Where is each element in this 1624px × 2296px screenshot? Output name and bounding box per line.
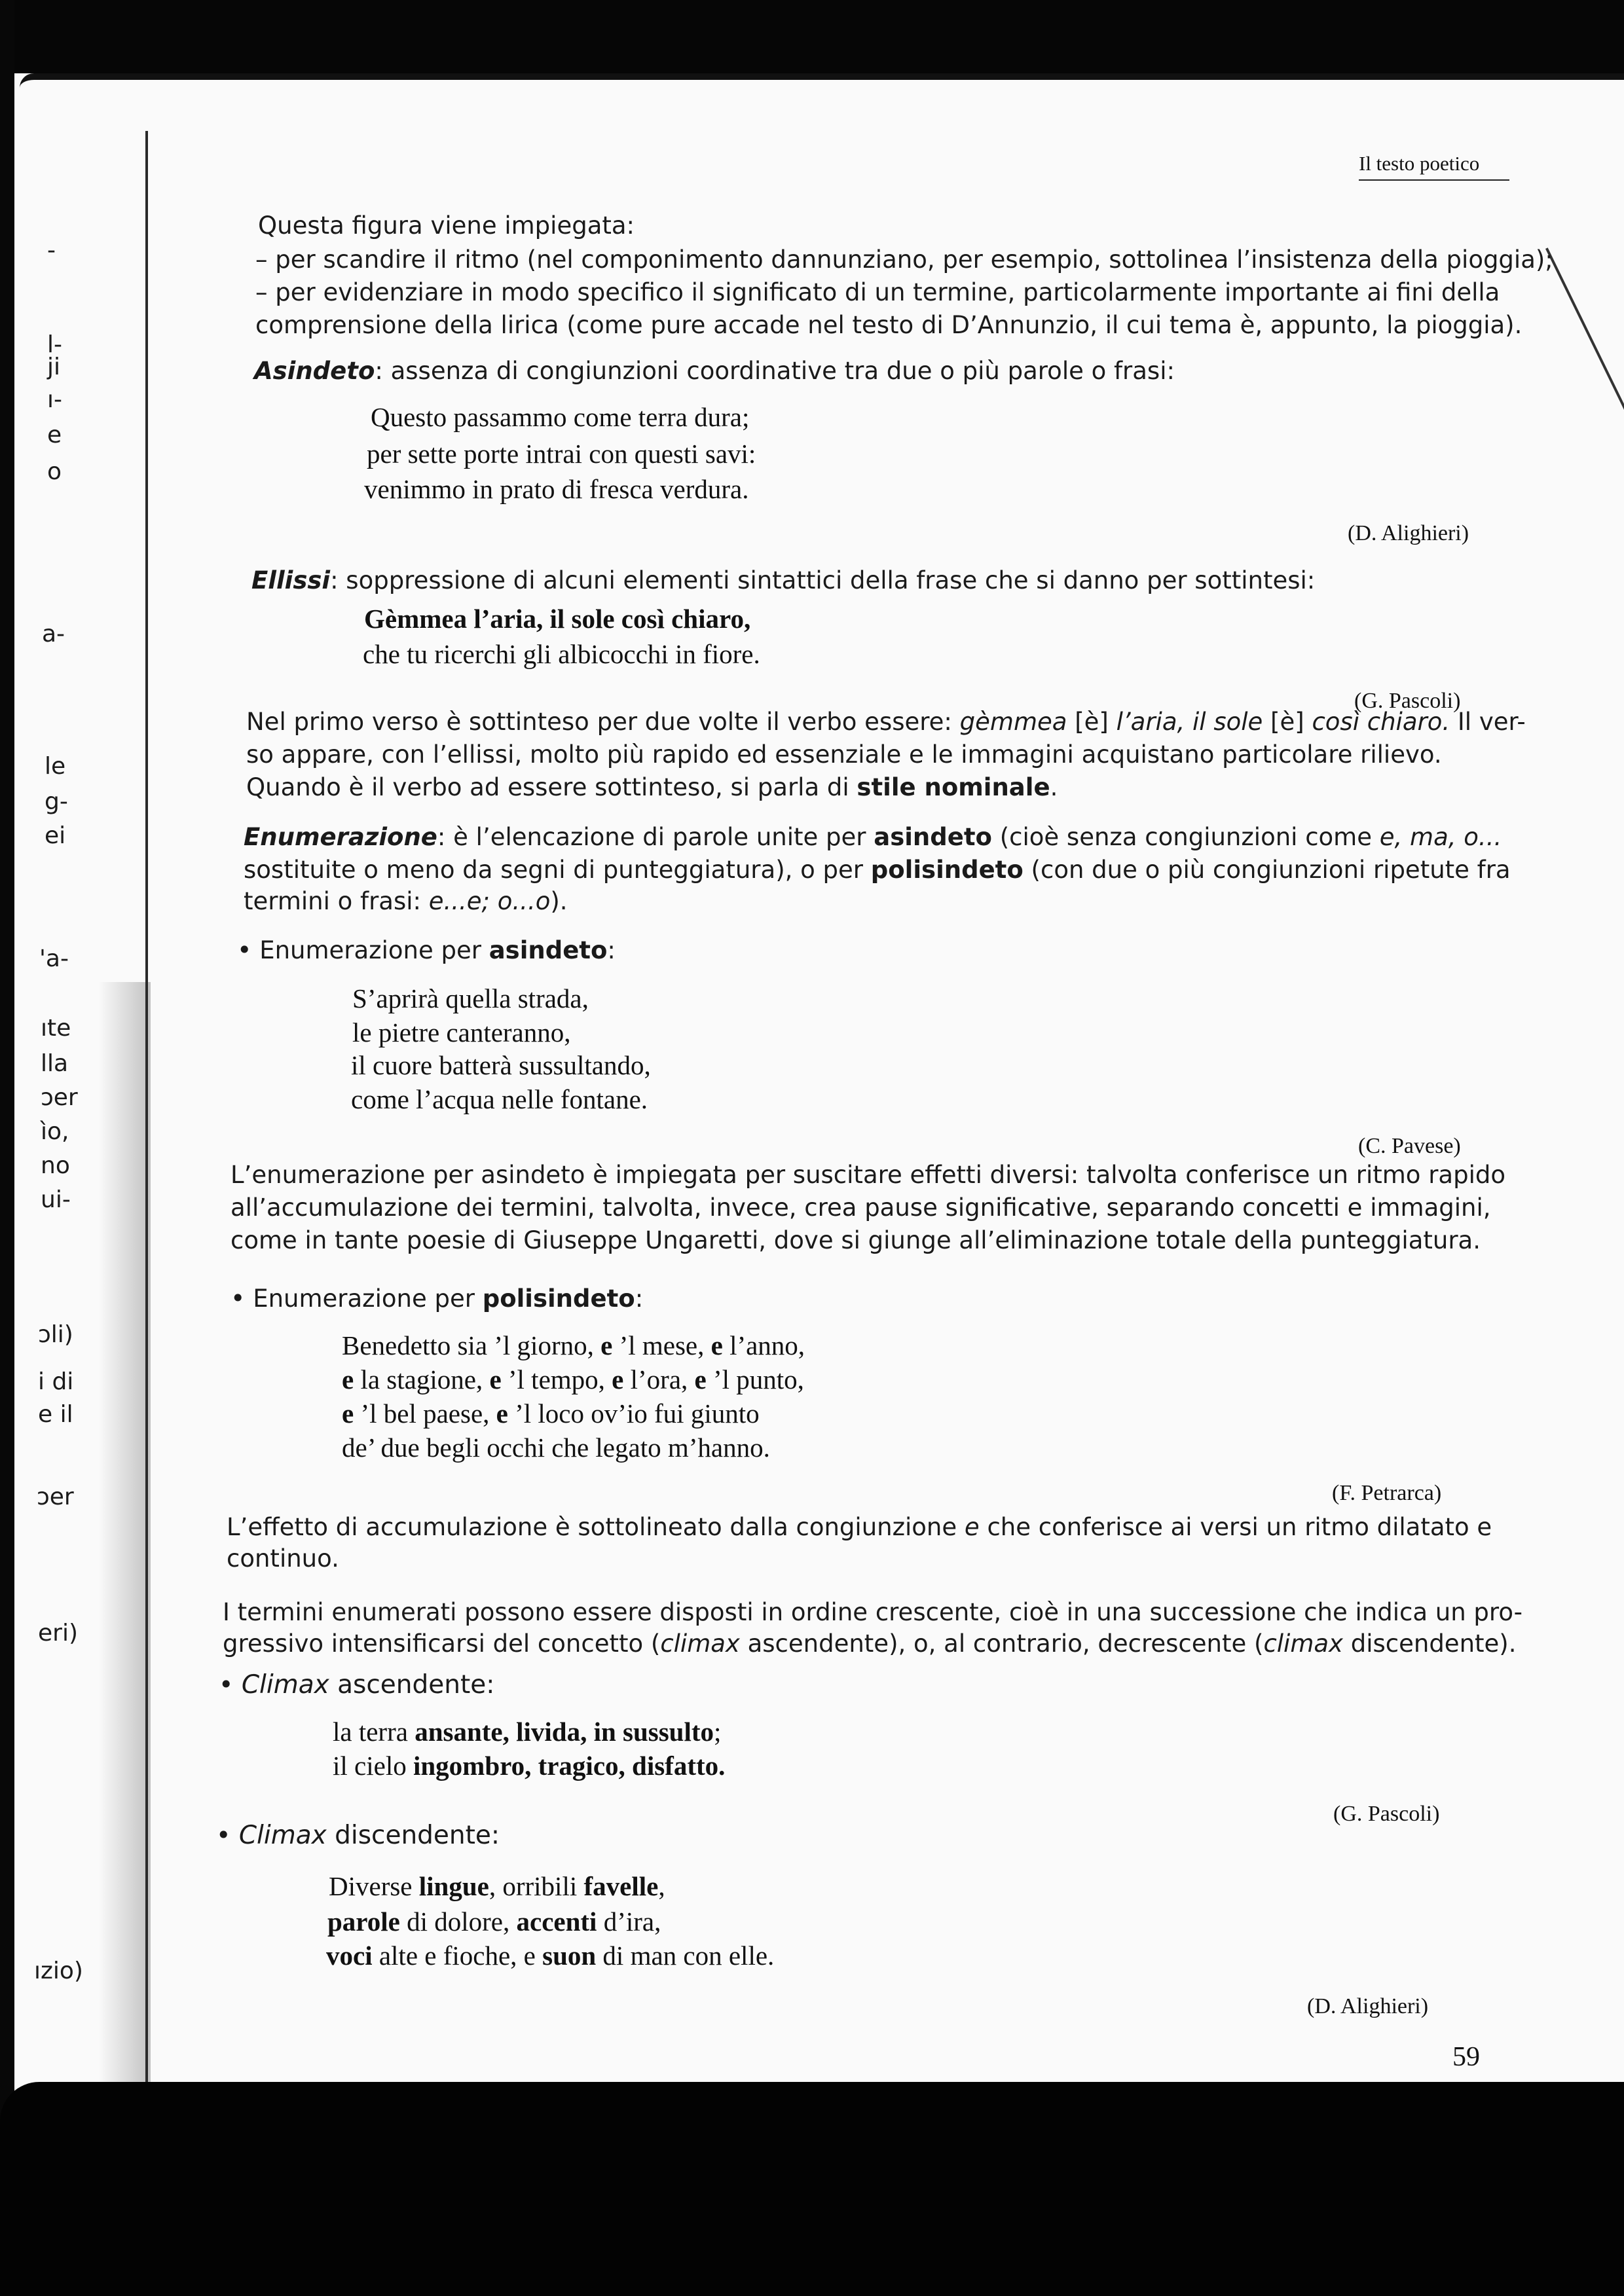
margin-fragment: ei xyxy=(45,822,66,849)
margin-fragment: 'a- xyxy=(39,945,69,972)
margin-fragment: ı- xyxy=(47,386,62,413)
enumerazione-term: Enumerazione xyxy=(244,823,437,851)
ellissi-explanation: Nel primo verso è sottinteso per due volte il verbo essere: gèmmea [è] l’aria, il sole [è] così chiaro. Il ver- xyxy=(246,708,1526,736)
margin-fragment: i di xyxy=(38,1368,74,1395)
ellissi-term: Ellissi xyxy=(251,566,331,594)
verse-line: come l’acqua nelle fontane. xyxy=(351,1084,648,1114)
margin-fragment: ìo, xyxy=(41,1118,69,1145)
author-citation: (C. Pavese) xyxy=(1358,1134,1461,1158)
author-citation: (D. Alighieri) xyxy=(1348,521,1469,545)
verse-line: la terra ansante, livida, in sussulto; xyxy=(333,1717,722,1747)
intro-line: Questa figura viene impiegata: xyxy=(258,211,635,240)
margin-fragment: ızio) xyxy=(34,1958,83,1984)
climax-intro: I termini enumerati possono essere disposti in ordine crescente, cioè in una successione che indica un pro- xyxy=(223,1598,1522,1626)
bullet-item: • Climax ascendente: xyxy=(219,1670,495,1700)
verse-line: S’aprirà quella strada, xyxy=(352,983,589,1013)
verse-line: Gèmmea l’aria, il sole così chiaro, xyxy=(364,604,751,634)
climax-intro: gressivo intensificarsi del concetto (climax ascendente), o, al contrario, decrescente (climax discendente). xyxy=(223,1630,1517,1658)
bullet-item: • Enumerazione per asindeto: xyxy=(237,936,616,964)
intro-line: – per evidenziare in modo specifico il significato di un termine, particolarmente importante ai fini della xyxy=(255,278,1500,306)
bullet-item: • Enumerazione per polisindeto: xyxy=(231,1284,644,1313)
author-citation: (D. Alighieri) xyxy=(1307,1994,1429,2018)
margin-fragment: e xyxy=(47,422,62,448)
page-corner-stroke xyxy=(1545,247,1624,425)
bullet-icon: • xyxy=(219,1670,234,1699)
verse-line: voci alte e fioche, e suon di man con elle. xyxy=(326,1941,775,1971)
verse-line: e ’l bel paese, e ’l loco ov’io fui giunto xyxy=(342,1398,760,1429)
margin-fragment: ɔer xyxy=(41,1084,78,1111)
verse-line: parole di dolore, accenti d’ira, xyxy=(327,1906,661,1937)
bullet-icon: • xyxy=(231,1284,246,1313)
verse-line: il cielo ingombro, tragico, disfatto. xyxy=(333,1751,726,1781)
margin-fragment: lla xyxy=(41,1050,69,1077)
verse-line: Diverse lingue, orribili favelle, xyxy=(329,1871,665,1901)
running-header-rule xyxy=(1359,179,1509,181)
bullet-icon: • xyxy=(216,1821,231,1850)
page-number: 59 xyxy=(1452,2042,1480,2072)
running-header: Il testo poetico xyxy=(1359,152,1480,175)
margin-fragment: ji xyxy=(47,354,61,380)
verse-line: de’ due begli occhi che legato m’hanno. xyxy=(342,1432,770,1463)
ellissi-definition: Ellissi: soppressione di alcuni elementi sintattici della frase che si danno per sottintesi: xyxy=(251,566,1316,594)
binding-gutter-line xyxy=(145,131,148,2095)
asindeto-explanation: come in tante poesie di Giuseppe Ungaretti, dove si giunge all’eliminazione totale della punteggiatura. xyxy=(231,1226,1481,1254)
verse-line: Questo passammo come terra dura; xyxy=(371,402,750,432)
polisindeto-explanation: continuo. xyxy=(227,1544,339,1573)
margin-fragment: ıte xyxy=(41,1015,71,1042)
margin-fragment: eri) xyxy=(38,1620,78,1647)
verse-line: che tu ricerchi gli albicocchi in fiore. xyxy=(363,639,760,669)
asindeto-definition: Asindeto: assenza di congiunzioni coordinative tra due o più parole o frasi: xyxy=(254,357,1175,385)
margin-fragment: o xyxy=(47,458,62,485)
scan-dark-border-top xyxy=(0,0,1624,73)
verse-line: venimmo in prato di fresca verdura. xyxy=(364,474,749,504)
verse-line: Benedetto sia ’l giorno, e ’l mese, e l’anno, xyxy=(342,1330,805,1360)
intro-line: – per scandire il ritmo (nel componimento dannunziano, per esempio, sottolinea l’insistenza della pioggia); xyxy=(255,246,1553,274)
author-citation: (F. Petrarca) xyxy=(1332,1481,1442,1505)
margin-fragment: - xyxy=(47,237,56,264)
bullet-item: • Climax discendente: xyxy=(216,1821,500,1850)
intro-line: comprensione della lirica (come pure accade nel testo di D’Annunzio, il cui tema è, appunto, la pioggia). xyxy=(255,311,1522,339)
ellissi-explanation: Quando è il verbo ad essere sottinteso, si parla di stile nominale. xyxy=(246,773,1058,801)
verse-line: le pietre canteranno, xyxy=(352,1017,571,1048)
scan-dark-border-left xyxy=(0,0,14,2296)
margin-fragment: g- xyxy=(45,788,68,815)
margin-fragment: no xyxy=(41,1152,70,1179)
verse-line: e la stagione, e ’l tempo, e l’ora, e ’l punto, xyxy=(342,1364,804,1394)
margin-fragment: le xyxy=(45,753,66,780)
author-citation: (G. Pascoli) xyxy=(1354,689,1461,713)
verse-line: per sette porte intrai con questi savi: xyxy=(367,439,756,469)
enumerazione-definition: sostituite o meno da segni di punteggiatura), o per polisindeto (con due o più congiunzioni ripetute fra xyxy=(244,856,1511,884)
binding-shadow xyxy=(98,982,151,2095)
margin-fragment: a- xyxy=(42,621,65,647)
scan-dark-border-bottom xyxy=(0,2082,1624,2296)
margin-fragment: ui- xyxy=(41,1186,71,1213)
margin-fragment: ɔer xyxy=(37,1484,74,1510)
asindeto-term: Asindeto xyxy=(254,357,375,385)
margin-fragment: e il xyxy=(38,1401,73,1428)
polisindeto-explanation: L’effetto di accumulazione è sottolineato dalla congiunzione e che conferisce ai versi un ritmo dilatato e xyxy=(227,1513,1492,1541)
bullet-icon: • xyxy=(237,936,252,964)
ellissi-explanation: so appare, con l’ellissi, molto più rapido ed essenziale e le immagini acquistano particolare rilievo. xyxy=(246,740,1442,769)
margin-fragment: l- xyxy=(47,331,62,358)
verse-line: il cuore batterà sussultando, xyxy=(351,1050,651,1080)
enumerazione-definition: termini o frasi: e...e; o...o). xyxy=(244,887,568,915)
author-citation: (G. Pascoli) xyxy=(1333,1802,1440,1826)
asindeto-explanation: all’accumulazione dei termini, talvolta, invece, crea pause significative, separando concetti e immagini, xyxy=(231,1194,1491,1222)
margin-fragment: ɔli) xyxy=(38,1321,73,1348)
asindeto-explanation: L’enumerazione per asindeto è impiegata per suscitare effetti diversi: talvolta conferisce un ritmo rapido xyxy=(231,1161,1505,1189)
enumerazione-definition: Enumerazione: è l’elencazione di parole unite per asindeto (cioè senza congiunzioni come e, ma, o... xyxy=(244,823,1502,851)
page-top-edge xyxy=(20,73,1624,119)
